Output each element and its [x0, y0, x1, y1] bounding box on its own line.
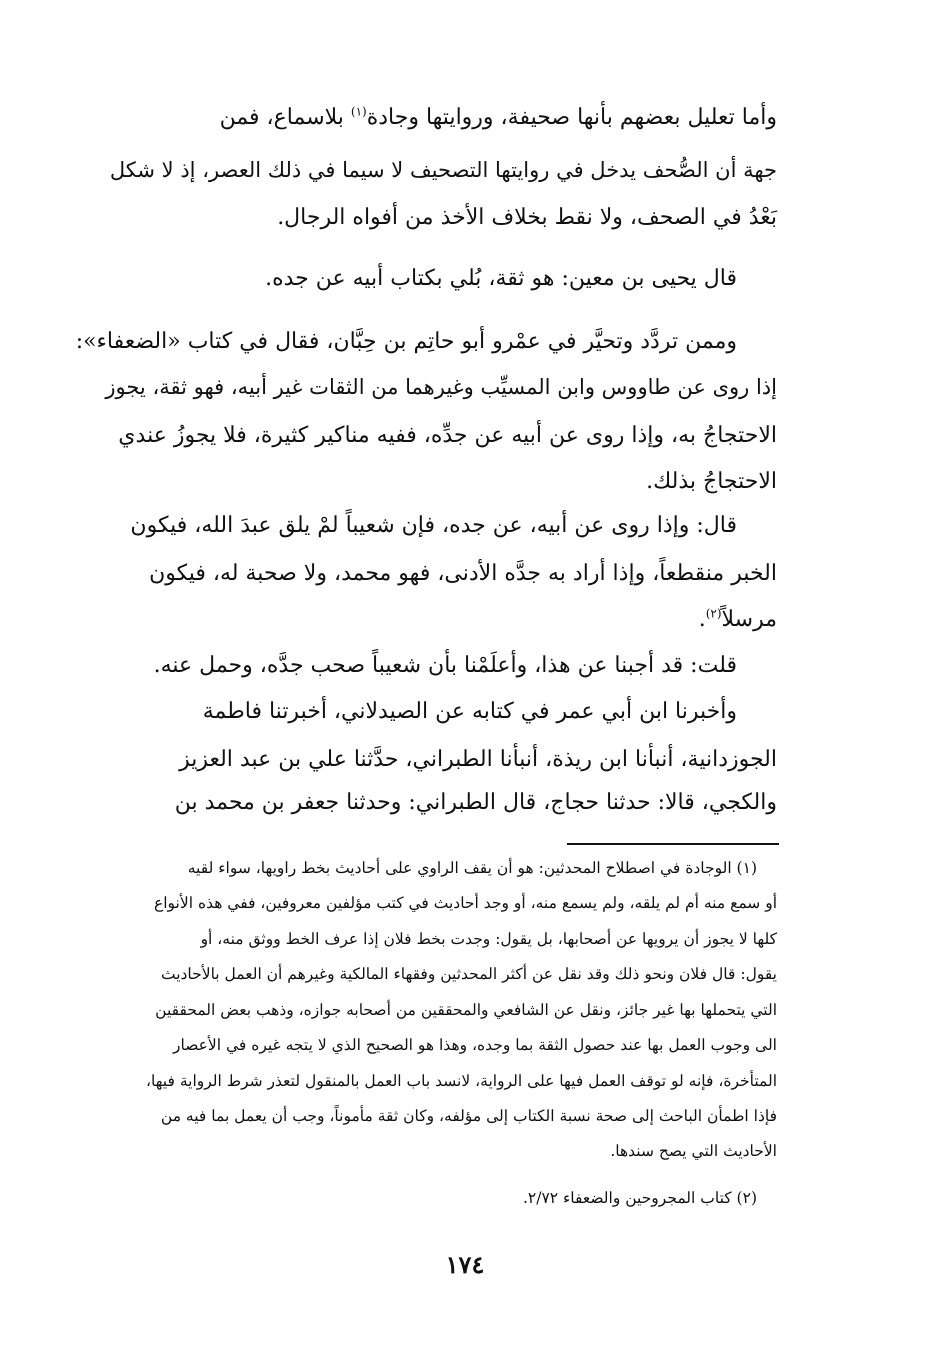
footnote-1-line-5: التي يتحملها بها غير جائز، ونقل عن الشافعي والمحققين من أصحابه جوازه، وذهب بعض المحققين [155, 1001, 777, 1019]
footnote-1-line-2: أو سمع منه أم لم يلقه، ولم يسمع منه، أو وجد أحاديث في كتب مؤلفين معروفين، ففي هذه الأنواع [154, 894, 777, 912]
body-line-13: وأخبرنا ابن أبي عمر في كتابه عن الصيدلاني، أخبرتنا فاطمة [202, 699, 737, 724]
body-line-12: قلت: قد أجبنا عن هذا، وأعلَمْنا بأن شعيباً صحب جدَّه، وحمل عنه. [153, 653, 737, 678]
body-line-8: الاحتجاجُ بذلك. [646, 469, 777, 494]
body-line-11: مرسلاً$^{(٢)}$. [698, 606, 777, 632]
body-line-5: وممن تردَّد وتحيَّر في عمْرو أبو حاتِم بن حِبَّان، فقال في كتاب «الضعفاء»: [75, 329, 737, 354]
body-line-15: والكجي، قالا: حدثنا حجاج، قال الطبراني: وحدثنا جعفر بن محمد بن [174, 790, 777, 815]
footnote-1-line-3: كلها لا يجوز أن يرويها عن أصحابها، بل يقول: وجدت بخط فلان إذا عرف الخط ووثق منه، أو [200, 930, 777, 948]
footnote-2: (٢) كتاب المجروحين والضعفاء ٢/٧٢. [522, 1189, 757, 1207]
body-line-14: الجوزدانية، أنبأنا ابن ريذة، أنبأنا الطبراني، حدَّثنا علي بن عبد العزيز [179, 747, 777, 772]
footnote-ref-1: (١) [350, 104, 367, 119]
footnote-ref-2: (٢) [705, 606, 722, 621]
body-line-4: قال يحيى بن معين: هو ثقة، بُلي بكتاب أبيه عن جده. [265, 266, 737, 291]
body-line-7: الاحتجاجُ به، وإذا روى عن أبيه عن جدِّه، ففيه مناكير كثيرة، فلا يجوزُ عندي [118, 423, 777, 448]
footnote-1-line-6: الى وجوب العمل بها عند حصول الثقة بما وجده، وهذا هو الصحيح الذي لا يتجه غيره في الأعصار [172, 1036, 777, 1054]
body-line-9: قال: وإذا روى عن أبيه، عن جده، فإن شعيباً لمْ يلق عبدَ الله، فيكون [130, 513, 737, 538]
page-number: ١٧٤ [445, 1250, 485, 1279]
footnote-1-line-1: (١) الوجادة في اصطلاح المحدثين: هو أن يقف الراوي على أحاديث بخط راويها، سواء لقيه [187, 859, 757, 877]
footnote-1-line-7: المتأخرة، فإنه لو توقف العمل فيها على الرواية، لانسد باب العمل بالمنقول لتعذر شرط الرواية فيها، [145, 1072, 777, 1090]
footnote-1-line-4: يقول: قال فلان ونحو ذلك وقد نقل عن أكثر المحدثين وفقهاء المالكية وغيرهم أن العمل بالأحاديث [161, 965, 777, 983]
footnote-separator [567, 843, 779, 845]
footnote-1-line-8: فإذا اطمأن الباحث إلى صحة نسبة الكتاب إلى مؤلفه، وكان ثقة مأموناً، وجب أن يعمل بما فيه من [160, 1107, 777, 1125]
body-line-1: وأما تعليل بعضهم بأنها صحيفة، وروايتها وجادة$^{(١)}$ بلاسماع، فمن [219, 104, 777, 130]
footnote-1-line-9: الأحاديث التي يصح سندها. [610, 1142, 777, 1160]
body-line-10: الخبر منقطعاً، وإذا أراد به جدَّه الأدنى، فهو محمد، ولا صحبة له، فيكون [149, 561, 777, 586]
body-line-3: بَعْدُ في الصحف، ولا نقط بخلاف الأخذ من أفواه الرجال. [277, 205, 777, 230]
body-line-6: إذا روى عن طاووس وابن المسيِّب وغيرهما من الثقات غير أبيه، فهو ثقة، يجوز [105, 375, 777, 399]
body-line-2: جهة أن الصُّحف يدخل في روايتها التصحيف لا سيما في ذلك العصر، إذ لا شكل [109, 158, 777, 182]
